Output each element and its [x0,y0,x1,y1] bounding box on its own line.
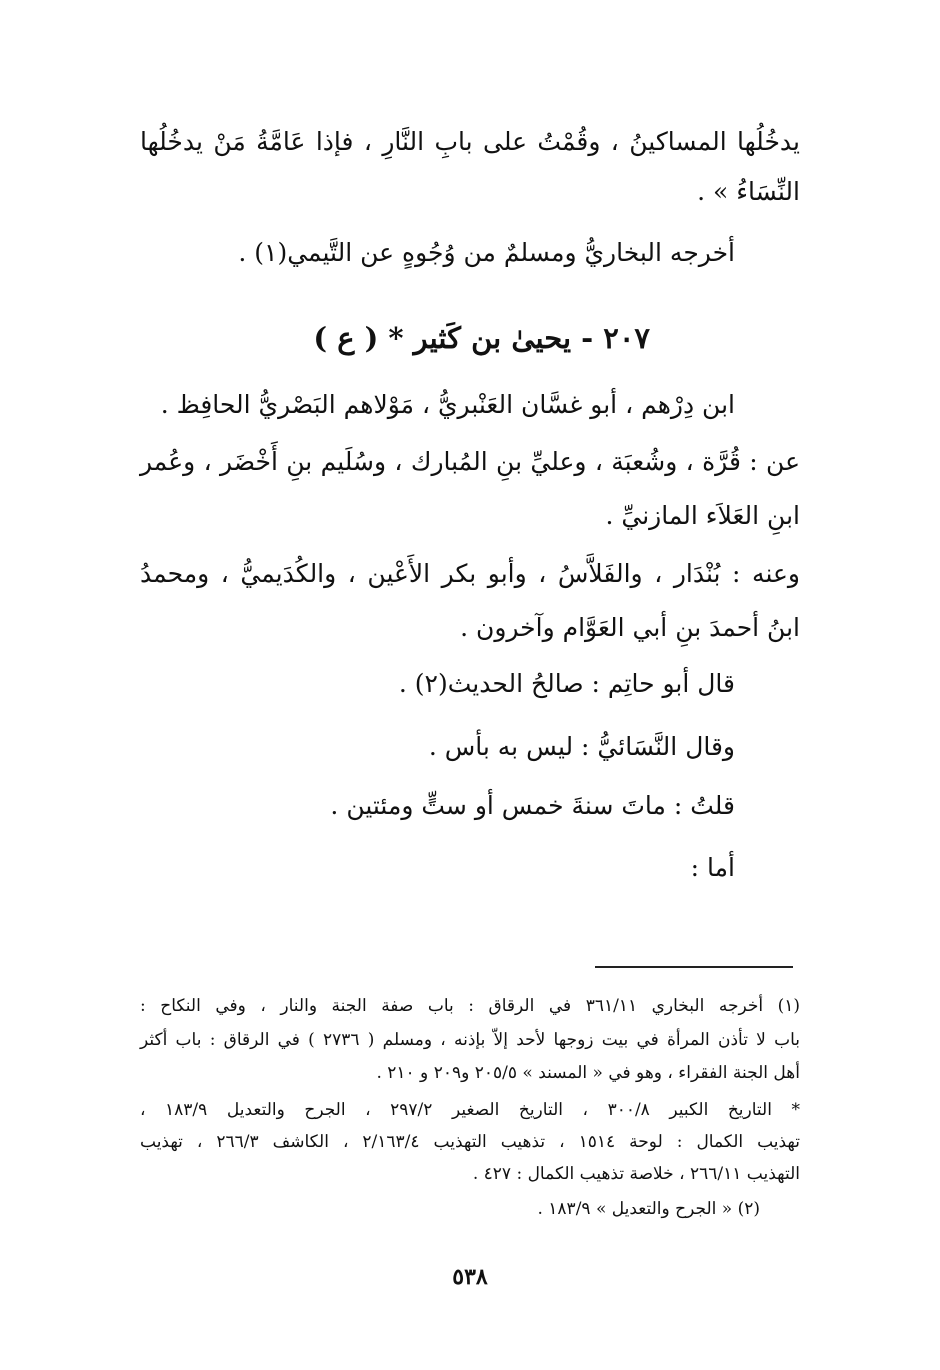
body-line-2: النِّسَاءُ » . [697,177,800,206]
bio-line-6: قال أبو حاتِم : صالحُ الحديث(٢) . [398,669,735,698]
body-line-1: يدخُلُها المساكينُ ، وقُمْتُ على بابِ النَّارِ ، فإذا عَامَّةُ مَنْ يدخُلُها [140,127,800,156]
bio-line-3: ابنِ العَلاَء المازنيِّ . [605,501,800,530]
bio-line-4: وعنه : بُنْدَار ، والفَلاَّسُ ، وأبو بكر الأَعْين ، والكُدَيميُّ ، ومحمدُ [140,559,800,588]
bio-line-1: ابن دِرْهم ، أبو غسَّان العَنْبريُّ ، مَوْلاهم البَصْريُّ الحافِظ . [160,390,735,419]
bio-line-2: عن : قُرَّة ، وشُعبَة ، وعليِّ بنِ المُبارك ، وسُلَيم بنِ أَخْضَر ، وعُمر [140,447,800,476]
footnote-1-line-2: باب لا تأذن المرأة في بيت زوجها لأحد إلاّ بإذنه ، ومسلم ( ٢٧٣٦ ) في الرقاق : باب أكثر [140,1030,800,1050]
footnote-star-line-1: * التاريخ الكبير ٣٠٠/٨ ، التاريخ الصغير ٢٩٧/٢ ، الجرح والتعديل ١٨٣/٩ ، [140,1100,801,1120]
footnote-separator [595,966,793,968]
footnote-star-line-2: تهذيب الكمال : لوحة ١٥١٤ ، تذهيب التهذيب ٢/١٦٣/٤ ، الكاشف ٢٦٦/٣ ، تهذيب [140,1132,801,1152]
footnote-1-line-1: (١) أخرجه البخاري ٣٦١/١١ في الرقاق : باب صفة الجنة والنار ، وفي النكاح : [140,996,801,1016]
bio-line-5: ابنُ أحمدَ بنِ أبي العَوَّام وآخرون . [460,613,800,642]
bio-line-8: قلتُ : ماتَ سنةَ خمس أو ستٍّ ومئتين . [330,791,735,820]
entry-heading: ٢٠٧ - يحيىٰ بن كَثير * ( ع ) [313,321,650,355]
bio-line-7: وقال النَّسَائيُّ : ليس به بأس . [428,732,735,761]
bio-line-9: أما : [690,853,735,882]
footnote-2: (٢) « الجرح والتعديل » ١٨٣/٩ . [537,1199,760,1219]
page-number: ٥٣٨ [452,1264,488,1290]
body-line-3: أخرجه البخاريُّ ومسلمٌ من وُجُوهٍ عن التَّيمي(١) . [238,238,735,267]
footnote-star-line-3: التهذيب ٢٦٦/١١ ، خلاصة تذهيب الكمال : ٤٢٧ . [472,1164,800,1184]
footnote-1-line-3: أهل الجنة الفقراء ، وهو في « المسند » ٢٠٥/٥ و٢٠٩ و ٢١٠ . [376,1063,800,1083]
